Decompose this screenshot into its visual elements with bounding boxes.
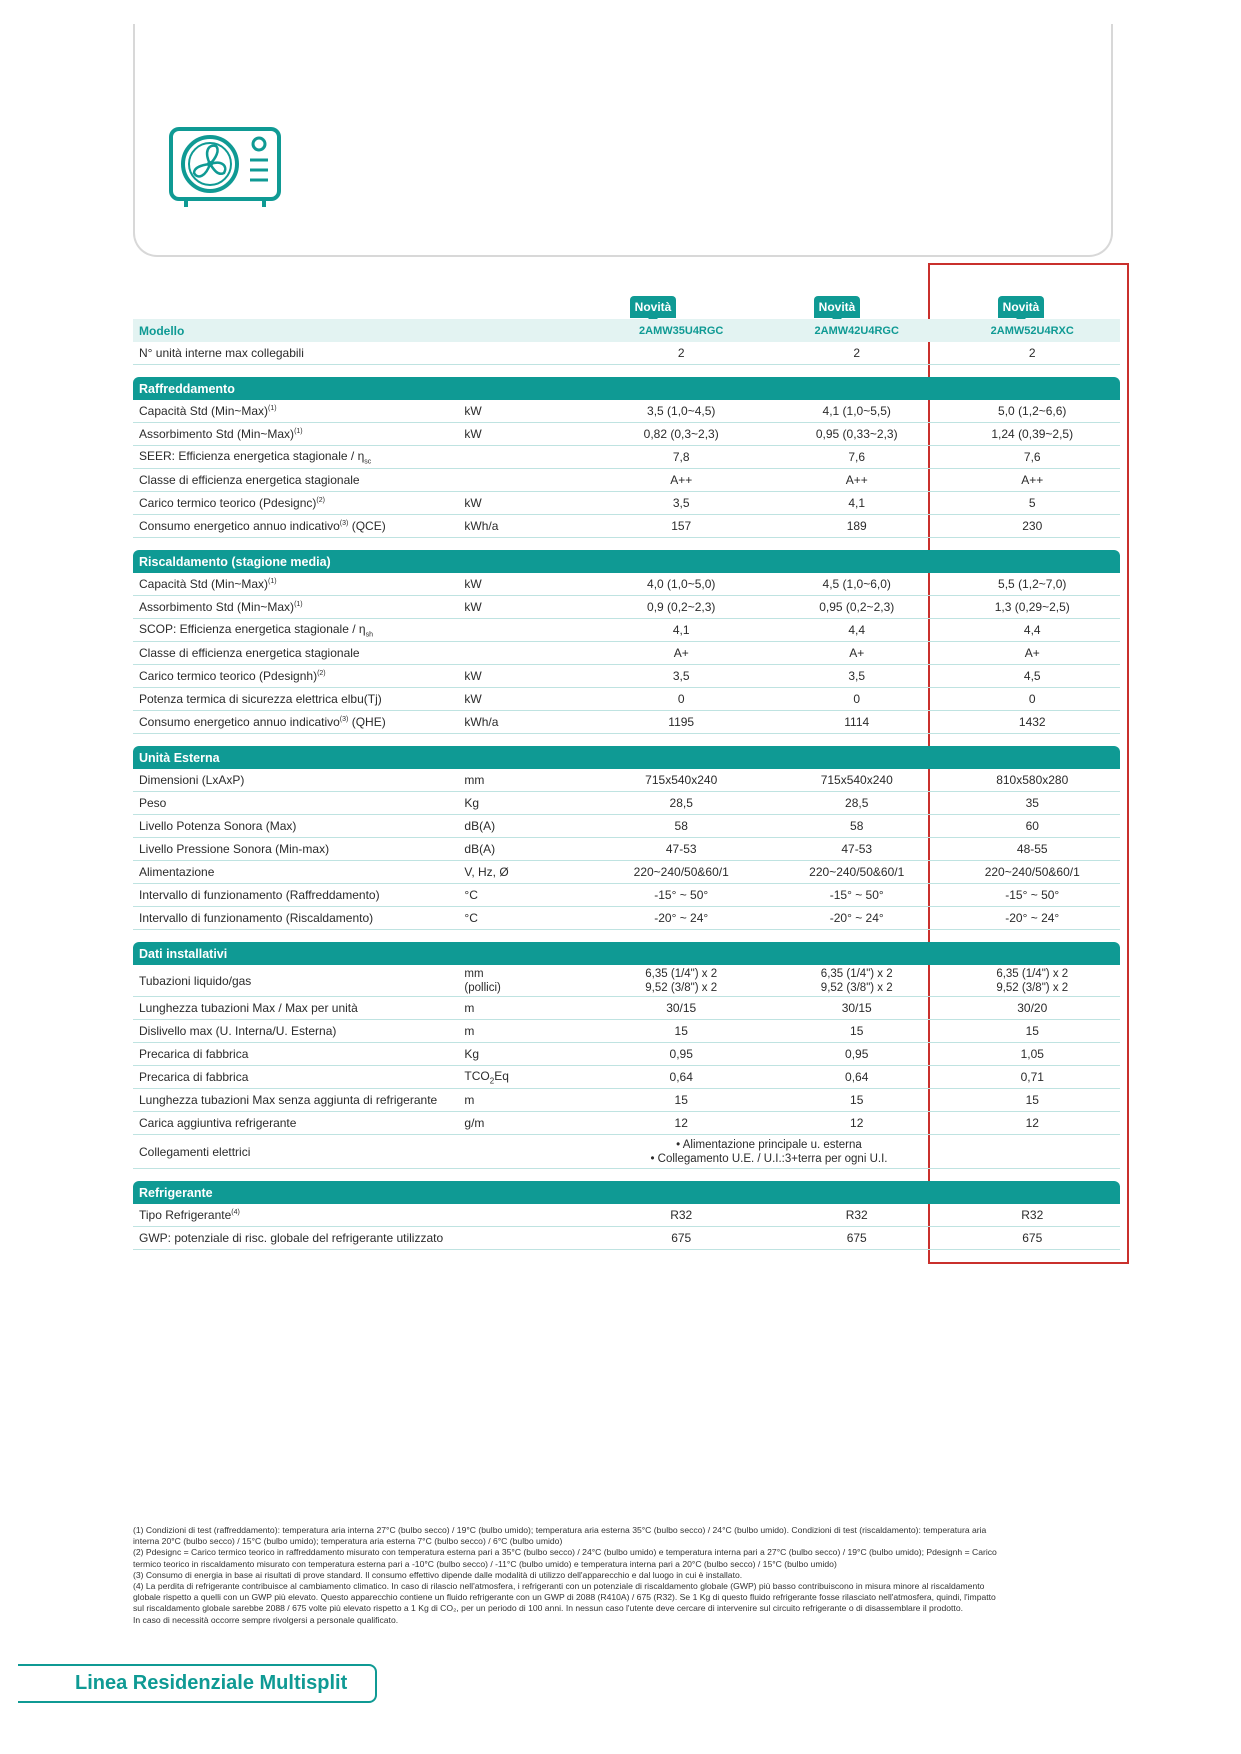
footer-title: Linea Residenziale Multisplit <box>75 1672 348 1694</box>
row-label-text: Collegamenti elettrici <box>139 1144 251 1159</box>
unit-text: kWh/a <box>464 519 499 533</box>
table-row <box>133 1020 1120 1043</box>
table-row <box>133 997 1120 1020</box>
table-row <box>133 1043 1120 1066</box>
row-label <box>133 715 464 729</box>
cell-value: 675 <box>1022 1231 1043 1245</box>
model-name: 2AMW35U4RGC <box>639 324 724 337</box>
sections <box>133 377 1120 1250</box>
cell-value: 810x580x280 <box>996 773 1069 787</box>
model-header-row <box>133 319 1120 342</box>
cell-value: 15 <box>850 1093 864 1107</box>
row-label-text: Carico termico teorico (Pdesignh) <box>139 669 318 683</box>
cell-value: 0,9 (0,2~2,3) <box>647 600 716 614</box>
cell-value: 3,5 <box>848 669 866 683</box>
cell-value: 35 <box>1025 796 1039 810</box>
table-row <box>133 469 1120 492</box>
table-row <box>133 1112 1120 1135</box>
cell-value: 60 <box>1025 819 1039 833</box>
cell-value: 0 <box>1028 692 1036 706</box>
cell-value: -15° ~ 50° <box>654 888 709 902</box>
row-label-text: Livello Pressione Sonora (Min-max) <box>139 842 330 856</box>
footnote-line: (4) La perdita di refrigerante contribuisce al cambiamento climatico. In caso di rilascio nell'atmosfera, i refrigeranti con un potenziale di riscaldamento globale (GWP) più basso contribuiscono in misura minore al riscaldamento <box>133 1581 985 1592</box>
cell-value: 675 <box>846 1231 867 1245</box>
row-label <box>133 1001 464 1015</box>
row-unit <box>464 773 593 787</box>
cell-value: 30/20 <box>1017 1001 1048 1015</box>
cell-value: 58 <box>674 819 688 833</box>
unit-text: kW <box>464 577 482 591</box>
row-label-subscript: sh <box>365 631 373 639</box>
row-label-text: Tubazioni liquido/gas <box>139 973 252 988</box>
row-label <box>133 669 464 683</box>
table-row <box>133 1204 1120 1227</box>
row-unit <box>464 1093 593 1107</box>
merged-line: • Alimentazione principale u. esterna <box>676 1138 862 1151</box>
row-unit <box>464 1001 593 1015</box>
cell-value: 0 <box>677 692 685 706</box>
table-row <box>133 642 1120 665</box>
cell-value: 0,71 <box>1020 1070 1044 1084</box>
row-unit <box>464 1069 593 1085</box>
cell-value: A++ <box>845 473 868 487</box>
row-label <box>133 1116 464 1130</box>
cell-value: 0,95 <box>669 1047 693 1061</box>
row-unit <box>464 519 593 533</box>
row-label-suffix: (QCE) <box>348 519 386 533</box>
model-name: 2AMW52U4RXC <box>990 324 1074 337</box>
model-header-label: Modello <box>139 323 185 338</box>
cell-value: -20° ~ 24° <box>654 911 709 925</box>
row-label-suffix: (QHE) <box>348 715 386 729</box>
row-label-text: Capacità Std (Min~Max) <box>139 577 269 591</box>
row-label <box>133 1070 464 1084</box>
cell-value: 0 <box>853 692 861 706</box>
cell-value: 0,95 (0,33~2,3) <box>815 427 898 441</box>
row-label-note: (1) <box>294 601 303 608</box>
cell-value: 715x540x240 <box>645 773 718 787</box>
cell-value: 58 <box>850 819 864 833</box>
unit-line: (pollici) <box>464 981 501 994</box>
row-label-text: Peso <box>139 796 167 810</box>
unit-text: °C <box>464 911 478 925</box>
cell-value: 715x540x240 <box>820 773 893 787</box>
cell-value: 2 <box>1028 346 1036 360</box>
cell-value: 15 <box>674 1024 688 1038</box>
table-row <box>133 619 1120 642</box>
row-label <box>133 911 464 925</box>
cell-value: 12 <box>850 1116 864 1130</box>
cell-value: 1114 <box>844 715 870 729</box>
row-label <box>133 1208 464 1222</box>
row-unit <box>464 715 593 729</box>
cell-value: -20° ~ 24° <box>1005 911 1060 925</box>
cell-value: 28,5 <box>669 796 693 810</box>
table-row <box>133 769 1120 792</box>
row-label <box>133 519 464 533</box>
row-unit <box>464 842 593 856</box>
row-unit <box>464 600 593 614</box>
row-label-text: Consumo energetico annuo indicativo <box>139 715 340 729</box>
footnote-line: interna 20°C (bulbo secco) / 15°C (bulbo umido); temperatura aria esterna 7°C (bulbo secco) / 6°C (bulbo umido) <box>133 1536 563 1547</box>
cell-value: -15° ~ 50° <box>829 888 884 902</box>
row-label <box>133 646 464 660</box>
unit-text: TCO <box>464 1068 490 1083</box>
unit-text: m <box>464 1093 475 1107</box>
row-label-text: Carica aggiuntiva refrigerante <box>139 1116 297 1130</box>
row-label-note: (2) <box>316 497 325 504</box>
row-label-text: Livello Potenza Sonora (Max) <box>139 819 297 833</box>
section-header: Refrigerante <box>133 1181 1120 1204</box>
cell-value: 220~240/50&60/1 <box>984 865 1080 879</box>
table-row <box>133 596 1120 619</box>
row-unit <box>464 1024 593 1038</box>
cell-value: A++ <box>1021 473 1044 487</box>
cell-value: A+ <box>673 646 689 660</box>
cell-value <box>593 967 769 995</box>
cell-value: 4,4 <box>1023 623 1041 637</box>
row-label-note: (1) <box>268 578 277 585</box>
cell-value: 30/15 <box>841 1001 872 1015</box>
row-label-text: Lunghezza tubazioni Max / Max per unità <box>139 1001 358 1015</box>
cell-line: 9,52 (3/8") x 2 <box>996 981 1069 994</box>
cell-value: 3,5 <box>672 496 690 510</box>
cell-value: 15 <box>1025 1093 1039 1107</box>
outdoor-unit-fan-icon <box>168 126 282 210</box>
unit-text: kW <box>464 669 482 683</box>
row-label <box>133 1047 464 1061</box>
footnote-line: (2) Pdesignc = Carico termico teorico in raffreddamento misurato con temperatura esterna pari a 35°C (bulbo secco) / 24°C (bulbo umido) e temperatura interna pari a 27°C (bulbo secco) / 19°C (bulbo umido); Pdesignh = Carico <box>133 1547 997 1558</box>
cell-value: 5,5 (1,2~7,0) <box>998 577 1067 591</box>
cell-line: 9,52 (3/8") x 2 <box>820 981 893 994</box>
row-label-text: GWP: potenziale di risc. globale del refrigerante utilizzato <box>139 1231 444 1245</box>
table-row <box>133 515 1120 538</box>
cell-value: 5,0 (1,2~6,6) <box>998 404 1067 418</box>
cell-value: A++ <box>670 473 693 487</box>
row-label-text: Capacità Std (Min~Max) <box>139 404 269 418</box>
unit-text: Kg <box>464 796 480 810</box>
cell-value: 15 <box>674 1093 688 1107</box>
row-label-note: (3) <box>339 716 349 723</box>
cell-value: 0,64 <box>845 1070 869 1084</box>
unit-text: mm <box>464 773 485 787</box>
row-label <box>133 773 464 787</box>
table-row <box>133 965 1120 997</box>
cell-value: 47-53 <box>665 842 697 856</box>
row-label-text: Classe di efficienza energetica stagionale <box>139 473 360 487</box>
table-row <box>133 1135 1120 1169</box>
row-label-text: Classe di efficienza energetica stagionale <box>139 646 360 660</box>
section-header: Unità Esterna <box>133 746 1120 769</box>
unit-text: dB(A) <box>464 819 496 833</box>
cell-value: 4,0 (1,0~5,0) <box>647 577 716 591</box>
row-label-text: SCOP: Efficienza energetica stagionale / η <box>139 621 366 636</box>
row-label-text: Potenza termica di sicurezza elettrica elbu(Tj) <box>139 692 382 706</box>
row-label <box>133 865 464 879</box>
unit-text: m <box>464 1001 475 1015</box>
table-row <box>133 1227 1120 1250</box>
cell-value: 7,6 <box>1023 450 1041 464</box>
row-unit <box>464 796 593 810</box>
row-label-note: (3) <box>339 520 349 527</box>
cell-value: 28,5 <box>845 796 869 810</box>
table-row <box>133 446 1120 469</box>
row-unit <box>464 692 593 706</box>
table-row <box>133 1089 1120 1112</box>
cell-value: 15 <box>850 1024 864 1038</box>
row-label <box>133 622 464 638</box>
unit-text: °C <box>464 888 478 902</box>
cell-value: 220~240/50&60/1 <box>633 865 729 879</box>
table-row <box>133 400 1120 423</box>
row-label <box>133 1093 464 1107</box>
footnote-line: (3) Consumo di energia in base ai risultati di prove standard. Il consumo effettivo dipende dalle modalità di utilizzo dell'apparecchio e dal luogo in cui è installato. <box>133 1569 743 1580</box>
unit-text: kW <box>464 600 482 614</box>
row-label-text: Precarica di fabbrica <box>139 1070 249 1084</box>
cell-value: -15° ~ 50° <box>1005 888 1060 902</box>
row-label-subscript: sc <box>364 458 372 466</box>
row-label <box>133 842 464 856</box>
table-row <box>133 884 1120 907</box>
row-label <box>133 577 464 591</box>
unit-text: V, Hz, Ø <box>464 865 509 879</box>
cell-value: 230 <box>1022 519 1043 533</box>
cell-value: 2 <box>677 346 685 360</box>
cell-value: 1,24 (0,39~2,5) <box>991 427 1074 441</box>
unit-text: kW <box>464 496 482 510</box>
cell-value: 3,5 (1,0~4,5) <box>647 404 716 418</box>
cell-value: 0,95 (0,2~2,3) <box>819 600 895 614</box>
row-unit <box>464 427 593 441</box>
unit-text: kW <box>464 692 482 706</box>
cell-line: 9,52 (3/8") x 2 <box>645 981 718 994</box>
row-label-text: Precarica di fabbrica <box>139 1047 249 1061</box>
row-label-text: Assorbimento Std (Min~Max) <box>139 427 295 441</box>
cell-value: 15 <box>1025 1024 1039 1038</box>
row-label-text: Assorbimento Std (Min~Max) <box>139 600 295 614</box>
row-label-text: SEER: Efficienza energetica stagionale / η <box>139 448 365 463</box>
row-label-text: Consumo energetico annuo indicativo <box>139 519 340 533</box>
cell-value: 4,4 <box>848 623 866 637</box>
unit-suffix: Eq <box>494 1068 509 1083</box>
model-name: 2AMW42U4RGC <box>814 324 899 337</box>
cell-value: 7,8 <box>672 450 690 464</box>
cell-value: A+ <box>849 646 865 660</box>
cell-value <box>769 967 945 995</box>
cell-value: 3,5 <box>672 669 690 683</box>
cell-value: 2 <box>853 346 861 360</box>
cell-value: 675 <box>671 1231 692 1245</box>
cell-value: 0,64 <box>669 1070 693 1084</box>
row-unit <box>464 1047 593 1061</box>
unit-text: Kg <box>464 1047 480 1061</box>
row-label <box>133 1024 464 1038</box>
cell-value: 189 <box>846 519 867 533</box>
row-label <box>133 819 464 833</box>
row-label-text: Alimentazione <box>139 865 215 879</box>
cell-value: 0,82 (0,3~2,3) <box>643 427 719 441</box>
row-label <box>133 974 464 988</box>
new-badge-model-1: Novità <box>630 296 676 318</box>
row-label <box>133 404 464 418</box>
cell-value: 12 <box>674 1116 688 1130</box>
section-header: Raffreddamento <box>133 377 1120 400</box>
cell-value: R32 <box>670 1208 693 1222</box>
row-unit <box>464 404 593 418</box>
unit-text: kW <box>464 404 482 418</box>
row-label-text: Lunghezza tubazioni Max senza aggiunta di refrigerante <box>139 1093 438 1107</box>
row-label-text: Carico termico teorico (Pdesignc) <box>139 496 317 510</box>
table-row <box>133 665 1120 688</box>
row-label-text: Dislivello max (U. Interna/U. Esterna) <box>139 1024 337 1038</box>
cell-line: 6,35 (1/4") x 2 <box>645 967 718 980</box>
row-unit <box>464 888 593 902</box>
cell-value: 5 <box>1028 496 1036 510</box>
cell-value: R32 <box>1021 1208 1044 1222</box>
cell-value: 1,3 (0,29~2,5) <box>994 600 1070 614</box>
cell-value: 4,1 <box>672 623 690 637</box>
row-unit <box>464 911 593 925</box>
row-label <box>133 888 464 902</box>
cell-value: -20° ~ 24° <box>829 911 884 925</box>
cell-value: 0,95 <box>845 1047 869 1061</box>
unit-text: m <box>464 1024 475 1038</box>
unit-text: dB(A) <box>464 842 496 856</box>
cell-value: 4,5 (1,0~6,0) <box>822 577 891 591</box>
row-unit <box>464 577 593 591</box>
cell-value: 1195 <box>668 715 695 729</box>
cell-value: A+ <box>1024 646 1040 660</box>
table-row <box>133 573 1120 596</box>
row-unit <box>464 1116 593 1130</box>
row-label-text: Intervallo di funzionamento (Riscaldamento) <box>139 911 374 925</box>
row-label-text: Tipo Refrigerante <box>139 1208 232 1222</box>
cell-value: 220~240/50&60/1 <box>809 865 905 879</box>
row-label-note: (1) <box>294 428 303 435</box>
row-label <box>133 1231 464 1245</box>
table-row <box>133 792 1120 815</box>
table-row <box>133 815 1120 838</box>
table-row <box>133 342 1120 365</box>
cell-value: 4,1 (1,0~5,5) <box>822 404 891 418</box>
cell-value: 12 <box>1025 1116 1039 1130</box>
row-label-note: (2) <box>317 670 326 677</box>
row-unit <box>464 967 593 995</box>
table-row <box>133 1066 1120 1089</box>
cell-value: 1,05 <box>1020 1047 1044 1061</box>
row-label-text: Intervallo di funzionamento (Raffreddamento) <box>139 888 380 902</box>
table-row <box>133 688 1120 711</box>
row-label-text: Dimensioni (LxAxP) <box>139 773 245 787</box>
cell-value: 48-55 <box>1016 842 1048 856</box>
row-label <box>133 1145 464 1159</box>
footnote-line: globale rispetto a quelli con un GWP più elevato. Questo apparecchio contiene un fluido refrigerante con un GWP di 2088 (R410A) / 675 (R32). Se 1 Kg di questo fluido refrigerante fosse rilasciato nell'atmosfera, quindi, l'impatto <box>133 1592 996 1603</box>
section-header: Dati installativi <box>133 942 1120 965</box>
section-header: Riscaldamento (stagione media) <box>133 550 1120 573</box>
footnote-line: (1) Condizioni di test (raffreddamento): temperatura aria interna 27°C (bulbo secco) / 19°C (bulbo umido); temperatura aria esterna 35°C (bulbo secco) / 24°C (bulbo umido). Condizioni di test (riscaldamento): temperatura aria <box>133 1525 987 1535</box>
unit-text: kWh/a <box>464 715 499 729</box>
cell-value: R32 <box>845 1208 868 1222</box>
cell-value: 4,1 <box>848 496 866 510</box>
table-row <box>133 423 1120 446</box>
merged-line: • Collegamento U.E. / U.I.:3+terra per ogni U.I. <box>650 1152 888 1165</box>
cell-value: 47-53 <box>841 842 873 856</box>
cell-line: 6,35 (1/4") x 2 <box>996 967 1069 980</box>
cell-value: 30/15 <box>666 1001 697 1015</box>
row-label <box>133 449 464 465</box>
footnotes <box>133 1525 1118 1626</box>
row-label <box>133 600 464 614</box>
row-label <box>133 692 464 706</box>
cell-value: 1432 <box>1018 715 1046 729</box>
row-unit <box>464 865 593 879</box>
merged-cell <box>593 1138 944 1166</box>
new-badge-model-3: Novità <box>998 296 1044 318</box>
row-label <box>133 473 464 487</box>
row-label-note: (4) <box>231 1209 240 1216</box>
table-row <box>133 492 1120 515</box>
footnote-line: sul riscaldamento globale sarebbe 2088 / 675 volte più elevato rispetto a 1 Kg di CO₂, per un periodo di 100 anni. In nessun caso l'utente deve cercare di intervenire sul circuito refrigerante o di disassemblare il prodotto. <box>133 1603 963 1614</box>
table-row <box>133 711 1120 734</box>
row-label-note: (1) <box>268 405 277 412</box>
row-label: N° unità interne max collegabili <box>139 346 304 360</box>
footnote-line: In caso di necessità occorre sempre rivolgersi a personale qualificato. <box>133 1614 399 1625</box>
cell-line: 6,35 (1/4") x 2 <box>820 967 893 980</box>
unit-text: g/m <box>464 1116 485 1130</box>
row-unit <box>464 819 593 833</box>
cell-value: 7,6 <box>848 450 866 464</box>
row-unit <box>464 496 593 510</box>
table-row <box>133 861 1120 884</box>
row-label <box>133 796 464 810</box>
new-badge-model-2: Novità <box>814 296 860 318</box>
cell-value <box>944 967 1120 995</box>
unit-line: mm <box>464 967 484 980</box>
table-row <box>133 907 1120 930</box>
spec-table <box>133 319 1120 1250</box>
row-unit <box>464 669 593 683</box>
footnote-line: termico teorico in riscaldamento misurato con temperatura esterna pari a -10°C (bulbo secco) / -11°C (bulbo umido) e temperatura interna pari a 20°C (bulbo secco) / 15°C (bulbo umido) <box>133 1558 837 1569</box>
row-label <box>133 427 464 441</box>
unit-subscript: 2 <box>489 1076 495 1086</box>
cell-value: 157 <box>671 519 692 533</box>
row-label <box>133 496 464 510</box>
table-row <box>133 838 1120 861</box>
unit-text: kW <box>464 427 482 441</box>
cell-value: 4,5 <box>1023 669 1041 683</box>
